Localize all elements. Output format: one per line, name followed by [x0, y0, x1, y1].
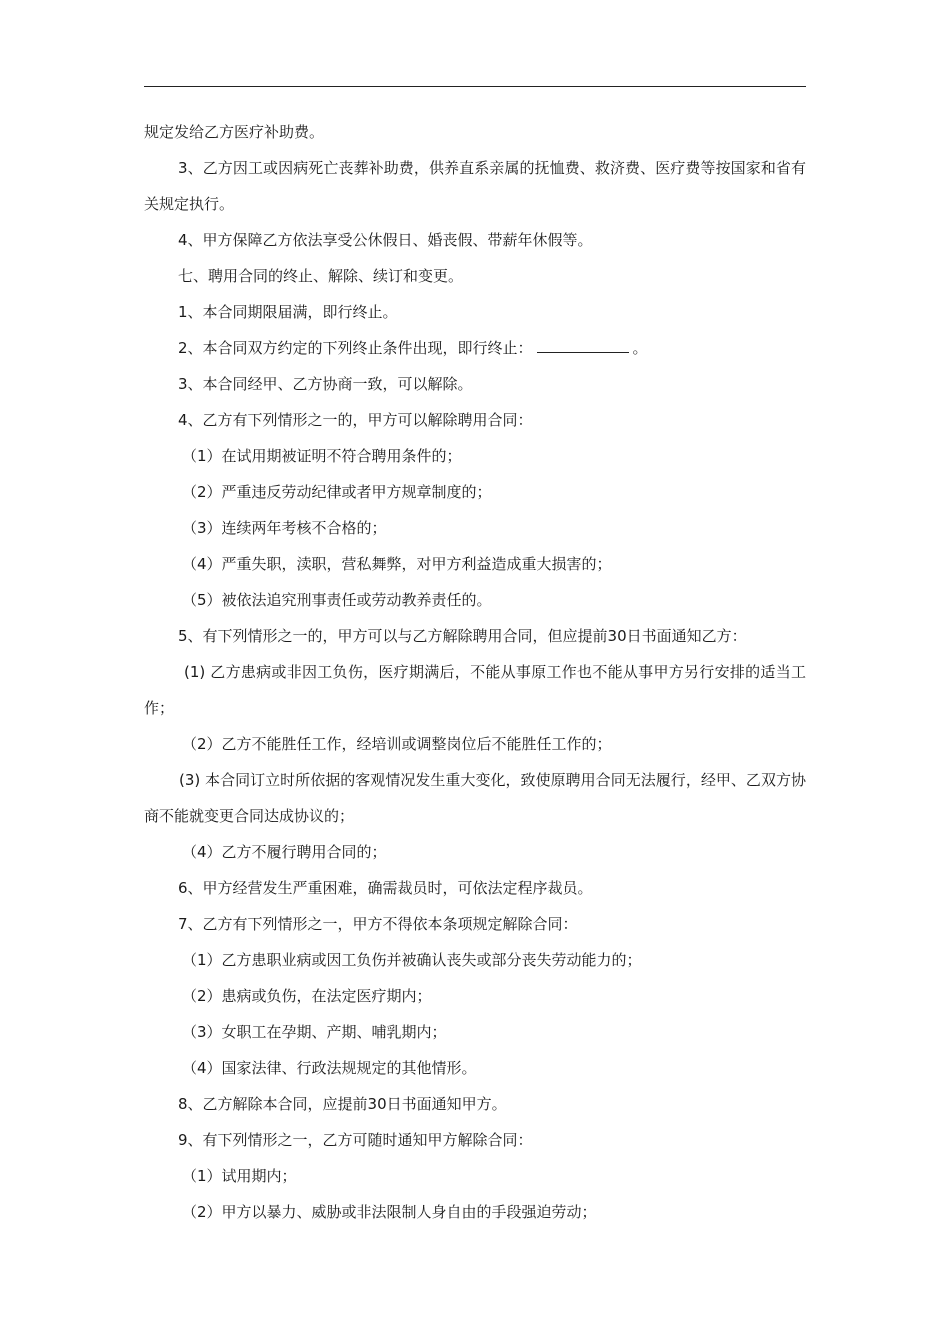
paragraph: 5、有下列情形之一的，甲方可以与乙方解除聘用合同，但应提前30日书面通知乙方： [178, 627, 747, 645]
list-item: （4）国家法律、行政法规规定的其他情形。 [182, 1059, 477, 1077]
document-body [144, 114, 806, 1230]
paragraph: 9、有下列情形之一，乙方可随时通知甲方解除合同： [178, 1131, 533, 1149]
paragraph-text: 2、本合同双方约定的下列终止条件出现，即行终止： [178, 339, 533, 357]
list-item: （2）甲方以暴力、威胁或非法限制人身自由的手段强迫劳动； [182, 1203, 597, 1221]
paragraph: 3、乙方因工或因病死亡丧葬补助费，供养直系亲属的抚恤费、救济费、医疗费等按国家和省有关规定执行。 [144, 159, 806, 213]
paragraph: 6、甲方经营发生严重困难，确需裁员时，可依法定程序裁员。 [178, 879, 593, 897]
paragraph-with-blank [144, 330, 806, 366]
list-item: （4）乙方不履行聘用合同的； [182, 843, 387, 861]
list-item: （4）严重失职，渎职，营私舞弊，对甲方利益造成重大损害的； [182, 555, 612, 573]
list-item: （5）被依法追究刑事责任或劳动教养责任的。 [182, 591, 492, 609]
list-item: (3) 本合同订立时所依据的客观情况发生重大变化，致使原聘用合同无法履行，经甲、乙双方协商不能就变更合同达成协议的； [144, 771, 806, 825]
section-heading: 七、聘用合同的终止、解除、续订和变更。 [178, 267, 464, 285]
list-item: （3）女职工在孕期、产期、哺乳期内； [182, 1023, 447, 1041]
paragraph: 8、乙方解除本合同，应提前30日书面通知甲方。 [178, 1095, 507, 1113]
fill-in-blank [537, 334, 629, 353]
paragraph: 规定发给乙方医疗补助费。 [144, 123, 325, 141]
paragraph-end: 。 [632, 339, 648, 357]
list-item: （3）连续两年考核不合格的； [182, 519, 387, 537]
list-item: （1）在试用期被证明不符合聘用条件的； [182, 447, 462, 465]
paragraph: 7、乙方有下列情形之一，甲方不得依本条项规定解除合同： [178, 915, 578, 933]
list-item: (1) 乙方患病或非因工负伤，医疗期满后，不能从事原工作也不能从事甲方另行安排的适当工作； [144, 663, 806, 717]
list-item: （1）试用期内； [182, 1167, 297, 1185]
paragraph: 4、甲方保障乙方依法享受公休假日、婚丧假、带薪年休假等。 [178, 231, 593, 249]
list-item: （2）严重违反劳动纪律或者甲方规章制度的； [182, 483, 492, 501]
paragraph: 3、本合同经甲、乙方协商一致，可以解除。 [178, 375, 473, 393]
list-item: （2）患病或负伤，在法定医疗期内； [182, 987, 432, 1005]
paragraph: 4、乙方有下列情形之一的，甲方可以解除聘用合同： [178, 411, 533, 429]
paragraph: 1、本合同期限届满，即行终止。 [178, 303, 398, 321]
list-item: （2）乙方不能胜任工作，经培训或调整岗位后不能胜任工作的； [182, 735, 612, 753]
list-item: （1）乙方患职业病或因工负伤并被确认丧失或部分丧失劳动能力的； [182, 951, 642, 969]
header-rule [144, 86, 806, 87]
